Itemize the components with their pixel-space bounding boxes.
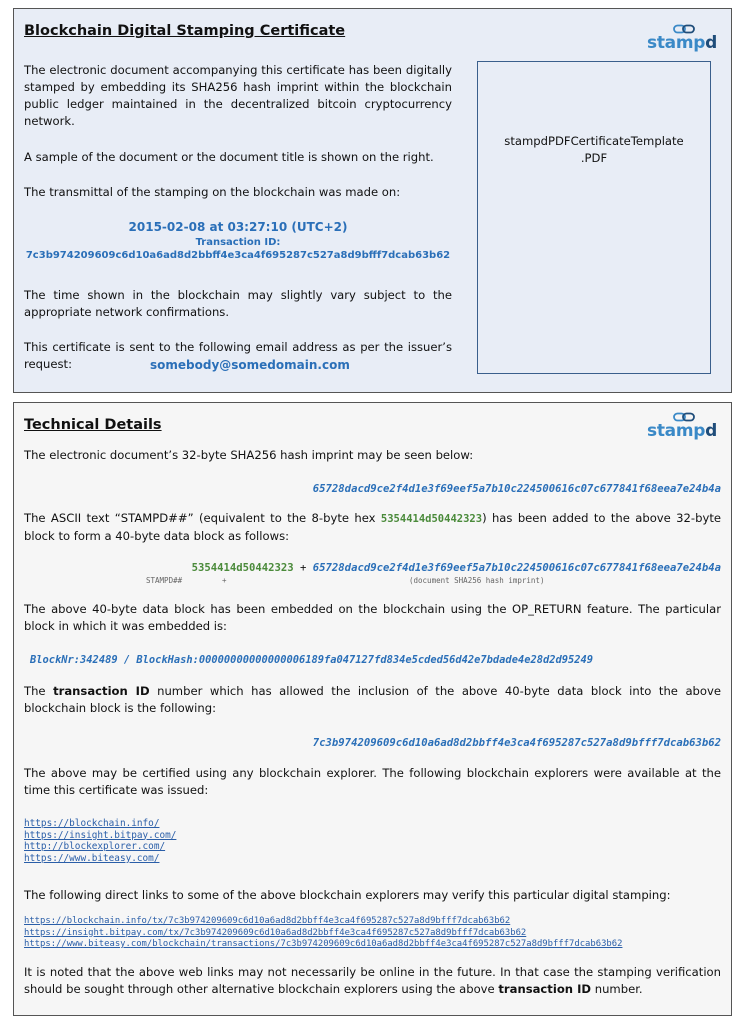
direct-link-list xyxy=(24,916,622,951)
tech-paragraph-2 xyxy=(24,510,721,545)
cert-paragraph-3: The transmittal of the stamping on the blockchain was made on: xyxy=(24,185,401,199)
data-block-hex: 5354414d50442323 xyxy=(191,562,294,574)
sha256-hash: 65728dacd9ce2f4d1e3f69eef5a7b10c224500616c07c677841f68eea7e24b4a xyxy=(312,483,721,495)
tech-paragraph-4-after: number which has allowed the inclusion of the above 40-byte data block into the above blockchain block is the following: xyxy=(24,684,721,715)
technical-title: Technical Details xyxy=(24,417,162,433)
data-block-note-right: (document SHA256 hash imprint) xyxy=(409,576,545,585)
explorer-link-blockchain[interactable]: https://blockchain.info/ xyxy=(24,818,160,829)
cert-transaction-id: 7c3b974209609c6d10a6ad8d2bbff4e3ca4f695287c527a8d9bfff7dcab63b62 xyxy=(25,250,451,261)
cert-paragraph-1: The electronic document accompanying this certificate has been digitally stamped by embedding its SHA256 hash imprint within the blockchain public ledger maintained in the decentralized bitcoin cryptocurrency network. xyxy=(24,63,452,128)
tech-paragraph-7-after: number. xyxy=(591,982,643,996)
logo-accent: d xyxy=(705,421,717,441)
certificate-title: Blockchain Digital Stamping Certificate xyxy=(24,23,346,39)
document-name-line-2: .PDF xyxy=(580,151,608,165)
explorer-list xyxy=(24,818,176,864)
logo-accent: d xyxy=(705,33,717,53)
tech-paragraph-1: The electronic document’s 32-byte SHA256 hash imprint may be seen below: xyxy=(24,448,474,462)
logo-main: stamp xyxy=(647,421,706,441)
cert-paragraph-5-text: This certificate is sent to the following email address as per the issuer’s request: xyxy=(24,340,452,371)
tech-paragraph-2-before: The ASCII text “STAMPD##” (equivalent to the 8-byte hex xyxy=(24,511,381,525)
tech-paragraph-7 xyxy=(24,964,721,998)
cert-paragraph-4: The time shown in the blockchain may slightly vary subject to the appropriate network confirmations. xyxy=(24,288,452,319)
direct-link-biteasy[interactable]: https://www.biteasy.com/blockchain/transactions/7c3b974209609c6d10a6ad8d2bbff4e3ca4f695287c527a8d9bfff7dcab63b62 xyxy=(24,939,623,950)
explorer-link-bitpay[interactable]: https://insight.bitpay.com/ xyxy=(24,829,177,841)
tech-paragraph-4-bold: transaction ID xyxy=(53,684,150,698)
explorer-link-biteasy[interactable]: https://www.biteasy.com/ xyxy=(24,852,160,864)
txid-label: Transaction ID: xyxy=(195,237,281,248)
stampd-logo xyxy=(647,33,717,53)
direct-link-bitpay[interactable]: https://insight.bitpay.com/tx/7c3b974209609c6d10a6ad8d2bbff4e3ca4f695287c527a8d9bfff7dcab63b62 xyxy=(24,927,527,938)
data-block-note-left: STAMPD## xyxy=(146,576,183,585)
tech-paragraph-4 xyxy=(24,683,721,717)
document-name xyxy=(478,133,710,167)
stampd-logo-technical xyxy=(647,421,717,441)
tech-paragraph-5: The above may be certified using any blockchain explorer. The following blockchain explorers were available at the time this certificate was issued: xyxy=(24,766,721,797)
recipient-email[interactable]: somebody@somedomain.com xyxy=(150,358,350,372)
tech-paragraph-7-before: It is noted that the above web links may not necessarily be online in the future. In that case the stamping verification should be sought through other alternative blockchain explorers using the above xyxy=(24,965,721,996)
stamp-timestamp-block xyxy=(24,219,452,263)
data-block-plus: + xyxy=(300,562,307,574)
direct-link-blockchain[interactable]: https://blockchain.info/tx/7c3b974209609c6d10a6ad8d2bbff4e3ca4f695287c527a8d9bfff7dcab63b62 xyxy=(24,916,511,926)
stamp-timestamp: 2015-02-08 at 03:27:10 (UTC+2) xyxy=(128,220,348,234)
certificate-panel xyxy=(13,8,732,393)
cert-paragraph-2: A sample of the document or the document title is shown on the right. xyxy=(24,150,434,164)
stampd-hex-inline: 5354414d50442323 xyxy=(380,513,483,525)
tech-paragraph-3: The above 40-byte data block has been embedded on the blockchain using the OP_RETURN feature. The particular block in which it was embedded is: xyxy=(24,602,721,633)
data-block-line xyxy=(192,562,721,574)
technical-details-panel xyxy=(13,402,732,1016)
logo-main: stamp xyxy=(647,33,706,53)
technical-transaction-id: 7c3b974209609c6d10a6ad8d2bbff4e3ca4f695287c527a8d9bfff7dcab63b62 xyxy=(312,737,721,749)
chain-link-icon xyxy=(673,24,695,34)
document-preview-box xyxy=(477,61,711,374)
data-block-hash: 65728dacd9ce2f4d1e3f69eef5a7b10c224500616c07c677841f68eea7e24b4a xyxy=(312,562,721,574)
chain-link-icon xyxy=(673,412,695,422)
tech-paragraph-4-before: The xyxy=(24,684,54,698)
tech-paragraph-7-bold: transaction ID xyxy=(498,982,592,996)
explorer-link-blockexplorer[interactable]: http://blockexplorer.com/ xyxy=(24,841,166,853)
tech-paragraph-6: The following direct links to some of the above blockchain explorers may verify this particular digital stamping: xyxy=(24,888,671,902)
data-block-note-plus: + xyxy=(222,576,227,585)
document-name-line-1: stampdPDFCertificateTemplate xyxy=(504,134,684,148)
tech-paragraph-2-after: ) has been added to the above 32-byte block to form a 40-byte data block as follows: xyxy=(24,511,722,543)
block-number-hash: BlockNr:342489 / BlockHash:00000000000000006189fa047127fd834e5cded56d42e7bdade4e28d2d95249 xyxy=(30,654,594,666)
